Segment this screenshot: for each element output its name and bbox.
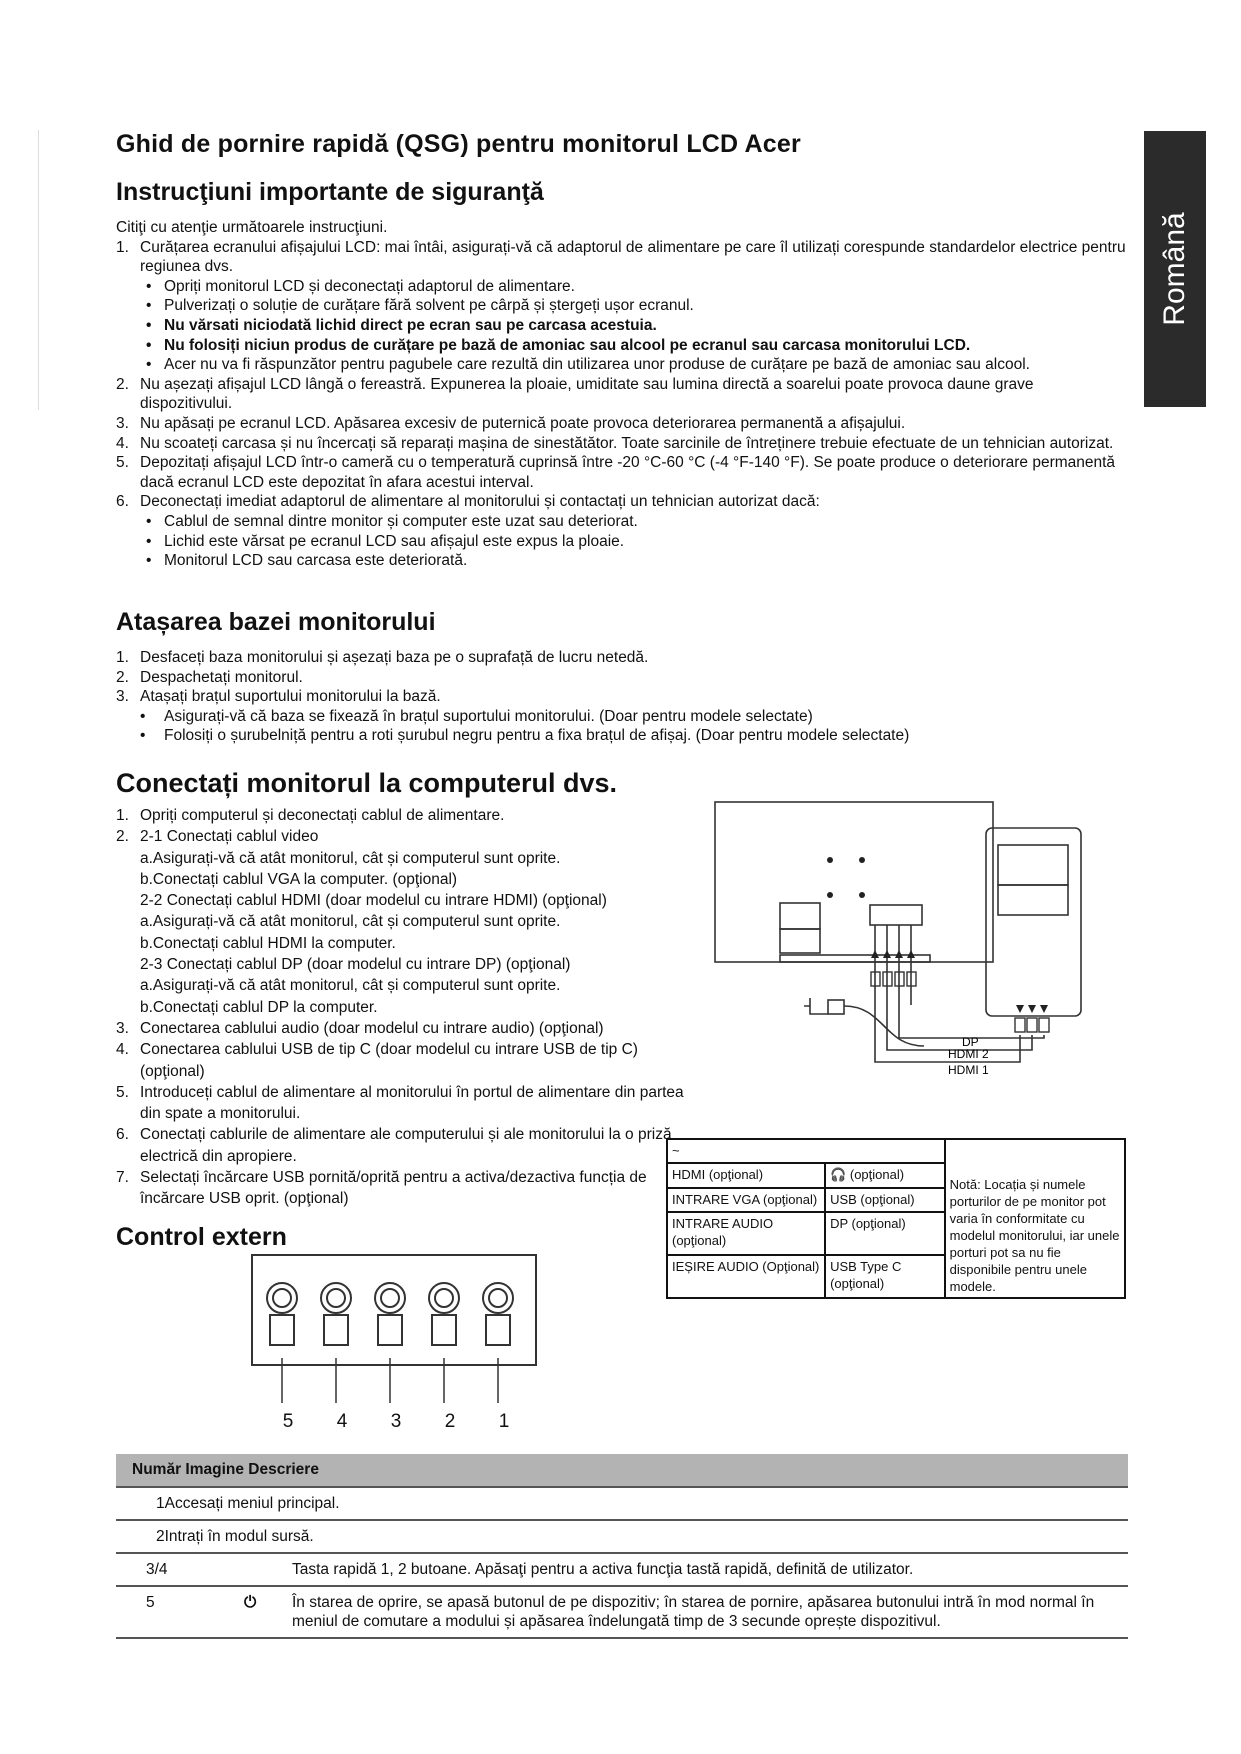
item-number: 1. [116,238,129,256]
bullet-item: • Monitorul LCD sau carcasa este deteriorată. [140,551,1126,571]
controls-cell [116,1520,1128,1553]
bullet-item: • Asigurați-vă că baza se fixează în brațul suportului monitorului. (Doar pentru modele selectate) [116,707,1126,727]
connect-step [116,933,686,954]
item-number: 2. [116,668,129,686]
diagram-label-hdmi1: HDMI 1 [948,1063,989,1077]
button-number: 1 [498,1411,510,1432]
port-cell: HDMI (opţional) [667,1163,825,1188]
item-text: Curățarea ecranului afișajului LCD: mai întâi, asigurați-vă că adaptorul de alimentare pe care îl utilizați corespunde standardelor electrice pentru regiunea dvs. [140,238,1126,276]
connect-step [116,826,686,847]
connect-step [116,869,686,890]
connect-step [116,1018,686,1039]
base-item [116,648,1126,668]
connect-list [116,805,686,1210]
connect-step [116,997,686,1018]
step-text: Introduceți cablul de alimentare al monitorului în portul de alimentare din partea din spate a monitorului. [140,1083,684,1123]
item-number: 4. [116,434,129,452]
base-section [116,648,1126,746]
connect-step [116,954,686,975]
base-item [116,687,1126,707]
item-number: 2. [116,828,129,846]
control-number: 1 [156,1495,165,1512]
step-text: 2-3 Conectați cablul DP (doar modelul cu intrare DP) (opţional) [140,956,571,974]
port-cell: IEȘIRE AUDIO (Opţional) [667,1255,825,1298]
table-row [116,1586,1128,1638]
table-row [116,1487,1128,1520]
step-text: a.Asigurați-vă că atât monitorul, cât și computerul sunt oprite. [140,849,561,867]
safety-bullets [140,512,1126,571]
bullet-item: • Cablul de semnal dintre monitor și computer este uzat sau deteriorat. [140,512,1126,532]
control-description: Tasta rapidă 1, 2 butoane. Apăsaţi pentru a activa funcţia tastă rapidă, definită de utilizator. [288,1553,1128,1586]
item-number: 1. [116,649,129,666]
connect-step [116,975,686,996]
item-number: 6. [116,493,129,511]
port-cell: USB Type C (opţional) [825,1255,945,1298]
item-number: 1. [116,807,129,824]
control-buttons-diagram [250,1253,540,1433]
safety-item [116,453,1126,492]
port-cell: USB (opţional) [825,1188,945,1213]
item-text: Despachetați monitorul. [140,668,303,686]
item-text: Nu apăsați pe ecranul LCD. Apăsarea excesiv de puternică poate provoca deteriorarea permanentă a afișajului. [140,414,906,432]
button-4 [321,1283,351,1345]
button-number: 3 [390,1411,402,1432]
item-number: 4. [116,1041,129,1059]
button-1 [483,1283,513,1345]
power-icon: ⏻ [240,1586,288,1638]
diagram-label-hdmi2: HDMI 2 [948,1047,989,1061]
controls-table [116,1454,1128,1639]
item-text: Nu așezați afișajul LCD lângă o fereastră. Expunerea la ploaie, umiditate sau lumina directă a soarelui poate provoca daune grave dispozitivului. [140,375,1034,413]
power-icon [240,1553,288,1586]
bullet-item: • Opriți monitorul LCD și deconectați adaptorul de alimentare. [140,277,1126,297]
connect-step [116,890,686,911]
control-number: 3/4 [116,1553,240,1586]
bullet-item: • Pulverizați o soluție de curățare fără solvent pe cârpă și ștergeți ușor ecranul. [140,296,1126,316]
control-description: Intrați în modul sursă. [164,1528,314,1545]
port-cell: 🎧 (opţional) [825,1163,945,1188]
port-cell: DP (opţional) [825,1212,945,1255]
button-3 [375,1283,405,1345]
step-text: Selectați încărcare USB pornită/oprită pentru a activa/dezactiva funcția de încărcare USB oprit. (opţional) [140,1169,647,1208]
connection-diagram [700,800,1140,1100]
button-number: 4 [336,1411,348,1432]
connect-step [116,1039,686,1082]
safety-item [116,414,1126,434]
connect-heading: Conectați monitorul la computerul dvs. [116,768,618,798]
base-item [116,668,1126,688]
ports-note: Notă: Locația și numele porturilor de pe monitor pot varia în conformitate cu modelul monitorului, iar unele porturi pot sa nu fie disponibile pentru unele modele. [945,1139,1125,1298]
control-description: În starea de oprire, se apasă butonul de pe dispozitiv; în starea de pornire, apăsarea butonului intră în mod normal în meniul de comutare a modului și apăsarea îndelungată timp de 3 secunde oprește dispozitivul. [288,1586,1128,1638]
item-number: 5. [116,454,129,472]
bullet-item: • Nu folosiți niciun produs de curățare pe bază de amoniac sau alcool pe ecranul sau carcasa monitorului LCD. [140,336,1126,356]
bullet-item: • Folosiți o șurubelniță pentru a roti șurubul negru pentru a fixa brațul de afișaj. (Doar pentru modele selectate) [116,726,1126,746]
button-number: 2 [444,1411,456,1432]
step-text: Conectarea cablului audio (doar modelul cu intrare audio) (opţional) [140,1019,604,1037]
step-text: Conectarea cablului USB de tip C (doar modelul cu intrare USB de tip C) (opţional) [140,1041,638,1080]
button-2 [429,1283,459,1345]
safety-list [116,238,1126,571]
item-number: 3. [116,414,129,432]
base-list [116,648,1126,707]
language-tab [1144,131,1206,407]
table-row [116,1553,1128,1586]
connect-step [116,1124,686,1167]
safety-bullets [140,277,1126,375]
table-row [116,1520,1128,1553]
safety-item [116,375,1126,414]
ports-tilde: ~ [667,1139,945,1163]
item-number: 6. [116,1126,129,1144]
item-text: Deconectați imediat adaptorul de alimentare al monitorului și contactați un tehnician autorizat dacă: [140,493,820,511]
step-text: b.Conectați cablul DP la computer. [140,998,378,1016]
safety-item [116,238,1126,375]
step-text: a.Asigurați-vă că atât monitorul, cât și computerul sunt oprite. [140,977,561,995]
step-text: b.Conectați cablul VGA la computer. (opţional) [140,870,458,888]
step-text: a.Asigurați-vă că atât monitorul, cât și computerul sunt oprite. [140,913,561,931]
base-bullets [116,707,1126,746]
margin-line [38,130,39,410]
safety-section [116,218,1126,571]
item-number: 7. [116,1169,129,1187]
item-text: Atașați brațul suportului monitorului la bază. [140,688,441,706]
control-description: Accesați meniul principal. [164,1495,340,1512]
base-heading: Atașarea bazei monitorului [116,608,436,636]
item-number: 3. [116,688,129,706]
item-number: 5. [116,1083,129,1101]
button-number: 5 [282,1411,294,1432]
connect-step [116,805,686,826]
language-tab-label: Română [1158,212,1191,326]
external-heading: Control extern [116,1223,287,1251]
item-text: Desfaceți baza monitorului și așezați baza pe o suprafață de lucru netedă. [140,649,649,666]
button-5 [267,1283,297,1345]
safety-heading: Instrucţiuni importante de siguranţă [116,178,544,206]
safety-intro: Citiţi cu atenţie următoarele instrucţiuni. [116,219,388,236]
port-cell: INTRARE AUDIO (opţional) [667,1212,825,1255]
ports-table [666,1138,1126,1299]
step-text: 2-2 Conectați cablul HDMI (doar modelul cu intrare HDMI) (opţional) [140,892,607,910]
connect-step [116,848,686,869]
safety-item [116,492,1126,570]
bullet-item: • Lichid este vărsat pe ecranul LCD sau afișajul este expus la ploaie. [140,532,1126,552]
port-cell: INTRARE VGA (opţional) [667,1188,825,1213]
step-text: 2-1 Conectați cablul video [140,828,319,846]
connect-step [116,911,686,932]
bullet-item: • Acer nu va fi răspunzător pentru pagubele care rezultă din utilizarea unor produse de curățare pe bază de amoniac sau alcool. [140,355,1126,375]
diagram-label-dp: DP [962,1035,979,1049]
item-number: 2. [116,375,129,393]
safety-item [116,434,1126,454]
item-text: Nu scoateți carcasa și nu încercați să reparați mașina de sinestătător. Toate sarcinile de întreținere trebuie efectuate de un tehnician autorizat. [140,434,1114,452]
controls-cell [116,1487,1128,1520]
connect-step [116,1082,686,1125]
controls-table-header: Număr Imagine Descriere [116,1454,1128,1487]
control-number: 2 [156,1528,165,1545]
step-text: b.Conectați cablul HDMI la computer. [140,934,396,952]
control-number: 5 [116,1586,240,1638]
item-text: Depozitați afișajul LCD într-o cameră cu o temperatură cuprinsă între -20 °C-60 °C (-4 °F-140 °F). Se poate produce o deteriorare permanentă dacă ecranul LCD este depozitat în afara acestui interval. [140,454,1116,491]
bullet-item: • Nu vărsati niciodată lichid direct pe ecran sau pe carcasa acestuia. [140,316,1126,336]
page-title: Ghid de pornire rapidă (QSG) pentru monitorul LCD Acer [116,130,801,158]
item-number: 3. [116,1019,129,1037]
connect-step [116,1167,686,1210]
connect-section [116,805,686,1210]
step-text: Opriți computerul și deconectați cablul de alimentare. [140,807,505,824]
step-text: Conectați cablurile de alimentare ale computerului și ale monitorului la o priză electrică din apropiere. [140,1126,672,1165]
